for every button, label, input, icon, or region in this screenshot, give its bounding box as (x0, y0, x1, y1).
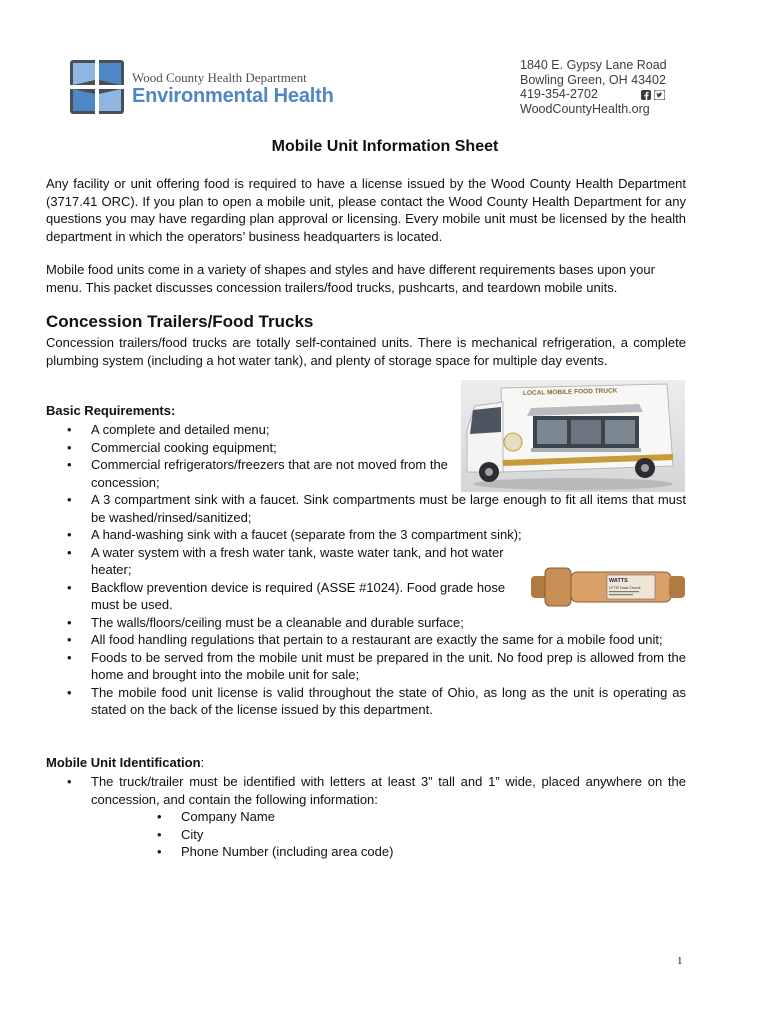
basic-requirements-heading: Basic Requirements: (46, 403, 176, 418)
list-item: • Phone Number (including area code) (136, 843, 536, 861)
list-item: • A complete and detailed menu; (46, 421, 686, 439)
list-item: • All food handling regulations that pertain to a restaurant are exactly the same for a mobile food unit; (46, 631, 686, 649)
identification-sublist (136, 808, 536, 861)
list-item: • City (136, 826, 536, 844)
list-item: • A hand-washing sink with a faucet (separate from the 3 compartment sink); (46, 526, 686, 544)
identification-heading-text: Mobile Unit Identification (46, 755, 201, 770)
identification-list (46, 773, 686, 808)
identification-heading-colon: : (200, 755, 205, 770)
truck-sign-text: LOCAL MOBILE FOOD TRUCK (522, 387, 618, 397)
list-item: • The truck/trailer must be identified with letters at least 3” tall and 1” wide, placed anywhere on the concession, and contain the following information: (46, 773, 686, 808)
phone-number: 419-354-2702 (520, 87, 598, 102)
list-item: • The mobile food unit license is valid throughout the state of Ohio, as long as the unit is operating as stated on the back of the license issued by this department. (46, 684, 686, 719)
twitter-icon[interactable] (654, 90, 665, 100)
list-item: • Commercial refrigerators/freezers that are not moved from the concession; (46, 456, 451, 491)
cross-logo-icon (70, 60, 124, 114)
address-line-2: Bowling Green, OH 43402 (520, 72, 666, 87)
facebook-icon[interactable] (641, 90, 651, 100)
list-item: • Backflow prevention device is required (ASSE #1024). Food grade hose must be used. (46, 579, 531, 614)
phone-line (520, 87, 667, 102)
intro-paragraph-1: Any facility or unit offering food is required to have a license issued by the Wood County Health Department (3717.41 ORC). If you plan to open a mobile unit, please contact the Wood County Health Department for any questions you may have regarding plan approval or licensing. Every mobile unit must be licensed by the health department in which the operators’ business headquarters is located. (46, 176, 686, 244)
address-line-1: 1840 E. Gypsy Lane Road (520, 58, 667, 72)
page-title: Mobile Unit Information Sheet (271, 138, 499, 155)
valve-brand: WATTS (609, 578, 628, 584)
contact-block (520, 58, 667, 116)
list-item: • A water system with a fresh water tank, waste water tank, and hot water heater; (46, 544, 531, 579)
department-name: Wood County Health Department (132, 70, 307, 85)
backflow-valve-image (531, 562, 685, 612)
division-name: Environmental Health (132, 85, 334, 107)
list-item: • The walls/floors/ceiling must be a cleanable and durable surface; (46, 614, 686, 632)
list-item: • Commercial cooking equipment; (46, 439, 686, 457)
wchd-logo (70, 60, 332, 116)
list-item: • A 3 compartment sink with a faucet. Sink compartments must be large enough to fit all items that must be washed/rinsed/sanitized; (46, 491, 686, 526)
list-item: • Company Name (136, 808, 536, 826)
website-link[interactable]: WoodCountyHealth.org (520, 101, 650, 116)
section-heading-concession: Concession Trailers/Food Trucks (46, 312, 314, 331)
page-number: 1 (677, 955, 683, 967)
valve-model: LF7R Dual Check (609, 585, 641, 590)
list-item: • Foods to be served from the mobile unit must be prepared in the unit. No food prep is allowed from the home and brought into the mobile unit for sale; (46, 649, 686, 684)
concession-description: Concession trailers/food trucks are totally self-contained units. There is mechanical refrigeration, a complete plumbing system (including a hot water tank), and plenty of storage space for multiple day events. (46, 335, 686, 368)
identification-heading (46, 755, 204, 770)
intro-paragraph-2: Mobile food units come in a variety of shapes and styles and have different requirements bases upon your menu. This packet discusses concession trailers/food trucks, pushcarts, and teardown mobile units. (46, 262, 655, 295)
